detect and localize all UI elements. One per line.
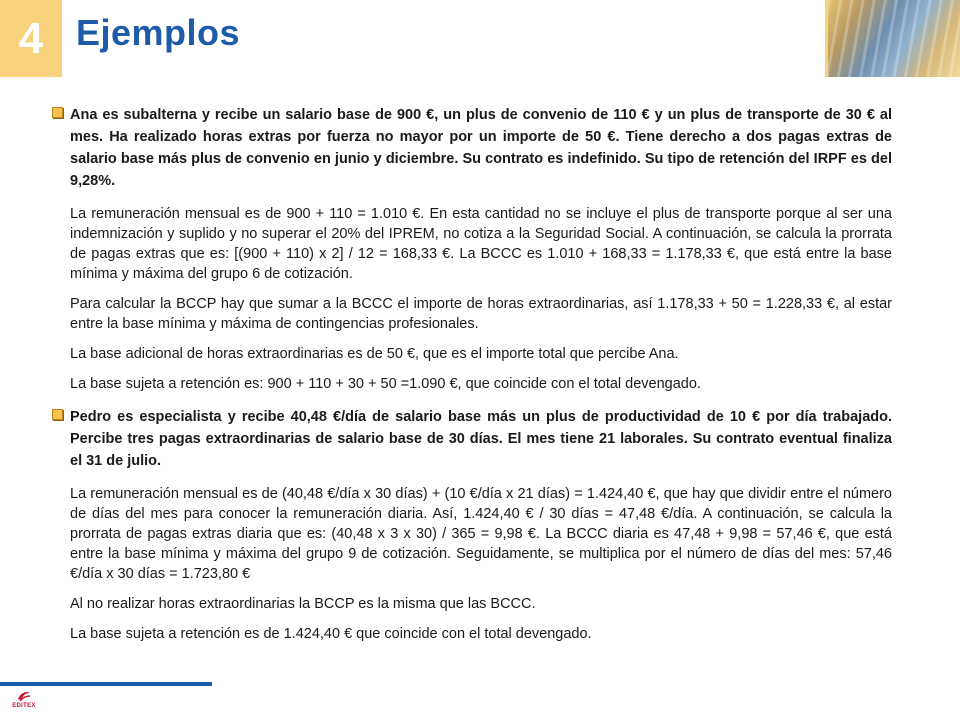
slide-content bbox=[52, 104, 892, 654]
editex-logo-icon bbox=[9, 690, 39, 714]
chapter-number: 4 bbox=[18, 13, 44, 63]
example-ana-paragraph: La base adicional de horas extraordinarias es de 50 €, que es el importe total que percibe Ana. bbox=[70, 346, 679, 362]
example-ana-statement: Ana es subalterna y recibe un salario base de 900 €, un plus de convenio de 110 € y un plus de transporte de 30 € al mes. Ha realizado horas extras por fuerza no mayor por un importe de 50 €. Tiene derecho a dos pagas extras de salario base más plus de convenio en junio y diciembre. Su contrato es indefinido. Su tipo de retención del IRPF es del 9,28%. bbox=[70, 107, 892, 189]
square-bullet-icon bbox=[52, 409, 63, 420]
page-title: Ejemplos bbox=[76, 12, 241, 53]
chapter-number-box bbox=[0, 0, 62, 77]
footer-divider bbox=[0, 682, 212, 686]
example-pedro-statement: Pedro es especialista y recibe 40,48 €/día de salario base más un plus de productividad de 10 € por día trabajado. Percibe tres pagas extraordinarias de salario base de 30 días. El mes tiene 21 laborales. Su contrato eventual finaliza el 31 de julio. bbox=[70, 409, 892, 469]
example-pedro-paragraph: La base sujeta a retención es de 1.424,40 € que coincide con el total devengado. bbox=[70, 626, 592, 642]
example-pedro bbox=[52, 406, 892, 472]
example-ana-paragraph: La base sujeta a retención es: 900 + 110 + 30 + 50 =1.090 €, que coincide con el total devengado. bbox=[70, 376, 701, 392]
square-bullet-icon bbox=[52, 107, 63, 118]
example-ana-paragraph: Para calcular la BCCP hay que sumar a la BCCC el importe de horas extraordinarias, así 1.178,33 + 50 = 1.228,33 €, al estar entre la base mínima y máxima de contingencias profesionales. bbox=[70, 296, 892, 332]
euro-banknotes-image bbox=[828, 0, 960, 77]
editex-mark-icon bbox=[16, 690, 32, 702]
example-ana-paragraph: La remuneración mensual es de 900 + 110 = 1.010 €. En esta cantidad no se incluye el plus de transporte porque al ser una indemnización y suplido y no superar el 20% del IPREM, no cotiza a la Seguridad Social. A continuación, se calcula la prorrata de pagas extras que es: [(900 + 110) x 2] / 12 = 168,33 €. La BCCC es 1.010 + 168,33 = 1.178,33 €, que está entre la base mínima y máxima del grupo 6 de cotización. bbox=[70, 206, 892, 282]
example-ana bbox=[52, 104, 892, 192]
editex-logo-text: EDITEX bbox=[12, 703, 36, 709]
example-pedro-paragraph: Al no realizar horas extraordinarias la BCCP es la misma que las BCCC. bbox=[70, 596, 536, 612]
example-pedro-paragraph: La remuneración mensual es de (40,48 €/día x 30 días) + (10 €/día x 21 días) = 1.424,40 €, que hay que dividir entre el número de días del mes para conocer la remuneración diaria. Así, 1.424,40 € / 30 días = 47,48 €/día. A continuación, se calcula la prorrata de pagas extras diaria que es: (40,48 x 3 x 30) / 365 = 9,98 €. La BCCC diaria es 47,48 + 9,98 = 57,46 €, que está entre la base mínima y máxima del grupo 9 de cotización. Seguidamente, se multiplica por el número de días del mes: 57,46 €/día x 30 días = 1.723,80 € bbox=[70, 486, 892, 582]
